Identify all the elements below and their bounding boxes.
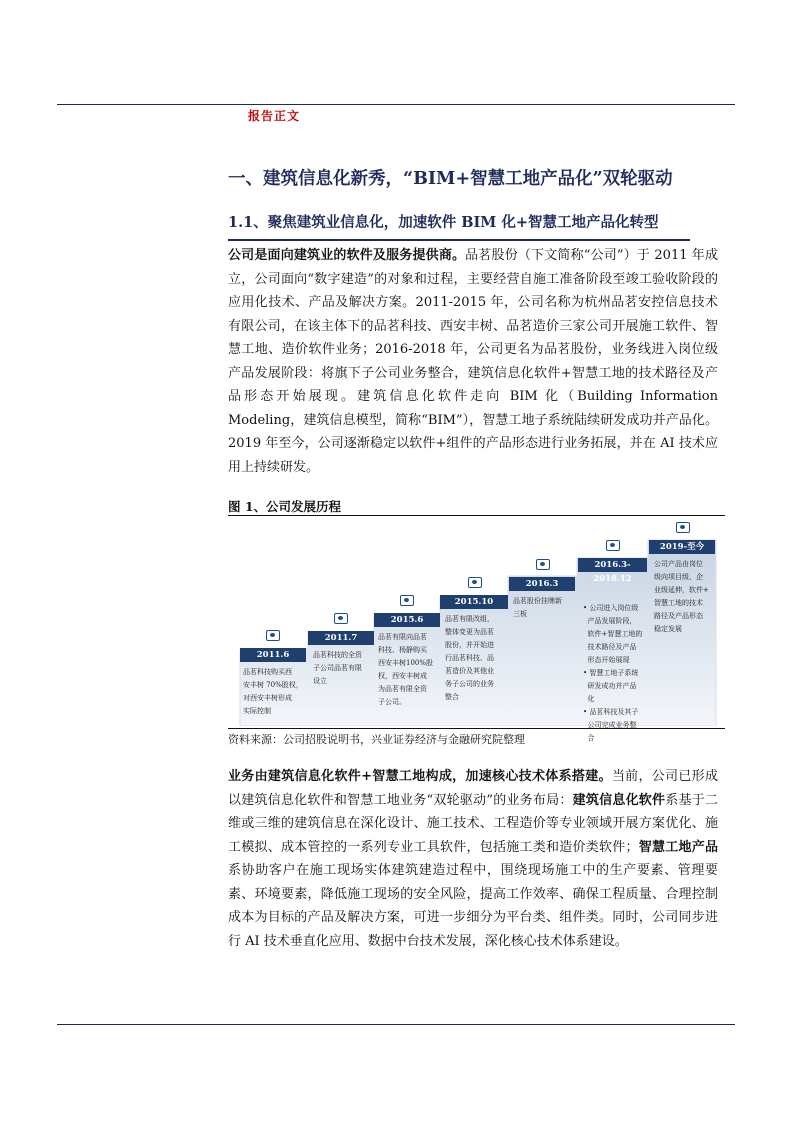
keyword-smart-site: 智慧工地产品 (638, 839, 718, 855)
intro-lead: 公司是面向建筑业的软件及服务提供商。 (228, 248, 466, 263)
keyword-bim-software: 建筑信息化软件 (572, 792, 666, 808)
step-description: 品茗股份挂牌新 三板 (513, 597, 562, 618)
monitor-icon (676, 522, 690, 533)
intro-body: 品茗股份（下文简称“公司”）于 2011 年成立，公司面向“数字建造”的对象和过程，主要经营自施工准备阶段至竣工验收阶段的应用化技术、产品及解决方案。2011-2015 年，公司名称为杭州品茗安控信息技术有限公司，在该主体下的品茗科技、西安丰树、品茗造价三家公司开展施工软件、智慧工地、造价软件业务；2016-2018 年，公司更名为品茗股份，业务线进入岗位级产品发展阶段：将旗下子公司业务整合，建筑信息化软件+智慧工地的技术路径及产品形态开始展现。建筑信息化软件走向 BIM 化（Building Information Modeling，建筑信息模型，简称“BIM”），智慧工地子系统陆续研发成功并产品化。2019 年至今，公司逐渐稳定以软件+组件的产品形态进行业务拓展，并在 AI 技术应用上持续研发。 (228, 248, 718, 475)
report-section-label: 报告正文 (248, 109, 301, 123)
step-year: 2011.7 (308, 631, 374, 645)
monitor-icon (606, 540, 620, 551)
business-paragraph (228, 765, 718, 953)
step-description: 品茗科技的全资 子公司品茗有限 设立 (313, 651, 362, 685)
footer-rule (57, 1024, 735, 1025)
intro-paragraph (228, 244, 718, 479)
monitor-icon (334, 613, 348, 624)
monitor-icon (266, 630, 280, 641)
monitor-icon (536, 559, 550, 570)
business-text-1: 当前，公司已形成以建筑信息化软件和智慧工地业务“双轮驱动”的业务布局： (228, 769, 718, 808)
figure-top-rule (228, 515, 725, 516)
step-description: 品茗科技购买西 安丰树 70%股权， 对西安丰树形成 实际控制 (243, 668, 303, 715)
step-description: 公司产品由岗位 级向项目级、企 业级延伸，软件+ 智慧工地的技术 路径及产品形态 稳定发展 (654, 560, 709, 633)
step-description: • 公司进入岗位级 产品发展阶段， 软件+智慧工地的 技术路径及产品 形态开始展现 • 智慧工地子系统 研发成功并产品 化 • 品茗科技及其子 公司完成业务整 合 (583, 604, 643, 742)
step-year: 2015.6 (374, 613, 440, 627)
business-text-3: 系协助客户在施工现场实体建筑建造过程中，围绕现场施工中的生产要素、管理要素、环境要素，降低施工现场的安全风险，提高工作效率、确保工程质量、合理控制成本为目标的产品及解决方案，可进一步细分为平台类、组件类。同时，公司同步进行 AI 技术垂直化应用、数据中台技术发展，深化核心技术体系建设。 (228, 863, 718, 949)
step-description: 品茗有限改组， 整体变更为品茗 股份，并开始进 行品茗科技、品 茗造价及其他业 务子公司的业务 整合 (445, 615, 494, 701)
monitor-icon (468, 577, 482, 588)
step-year: 2011.6 (240, 648, 306, 662)
header-rule (57, 104, 735, 105)
business-text-2: 系基于二维或三维的建筑信息在深化设计、施工技术、工程造价等专业领域开展方案优化、施工模拟、成本管控的一系列专业工具软件，包括施工类和造价类软件； (228, 792, 718, 855)
figure-bottom-rule (228, 728, 725, 729)
monitor-icon (400, 595, 414, 606)
figure-title: 图 1、公司发展历程 (228, 499, 342, 514)
step-year: 2019-至今 (649, 540, 715, 554)
business-lead: 业务由建筑信息化软件+智慧工地构成，加速核心技术体系搭建。 (228, 769, 612, 784)
subsection-heading: 1.1、聚焦建筑业信息化，加速软件 BIM 化+智慧工地产品化转型 (228, 211, 690, 241)
step-description: 品茗有限向品茗 科技、杨静购买 西安丰树100%股 权，西安丰树成 为品茗有限全资 子公司。 (378, 633, 434, 706)
figure-source: 资料来源：公司招股说明书，兴业证券经济与金融研究院整理 (228, 733, 525, 746)
step-year: 2015.10 (440, 595, 508, 609)
step-year: 2016.3-2018.12 (578, 558, 647, 572)
step-year: 2016.3 (509, 577, 575, 591)
section-heading: 一、建筑信息化新秀，“BIM+智慧工地产品化”双轮驱动 (228, 169, 673, 189)
